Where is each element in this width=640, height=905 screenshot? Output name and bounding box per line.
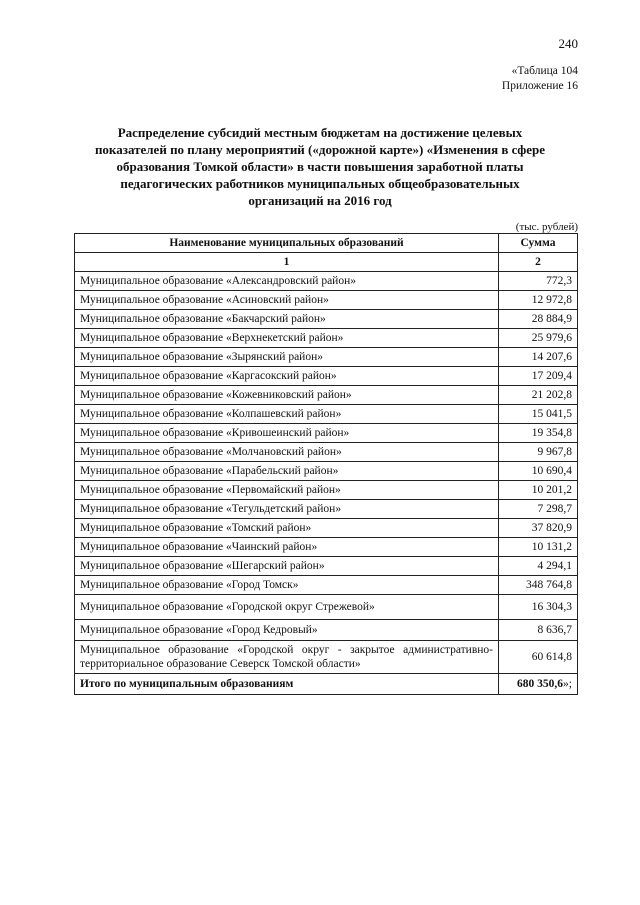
table-row — [75, 576, 578, 595]
table-row — [75, 405, 578, 424]
row-name: Муниципальное образование «Чаинский район» — [75, 538, 499, 557]
table-reference-line-2: Приложение 16 — [501, 80, 578, 92]
table-row — [75, 329, 578, 348]
row-amount: 14 207,6 — [499, 348, 578, 367]
column-number-row — [75, 253, 578, 272]
row-amount: 16 304,3 — [499, 595, 578, 620]
row-name: Муниципальное образование «Парабельский район» — [75, 462, 499, 481]
row-amount: 10 201,2 — [499, 481, 578, 500]
row-name: Муниципальное образование «Верхнекетский район» — [75, 329, 499, 348]
row-name: Муниципальное образование «Зырянский район» — [75, 348, 499, 367]
row-amount: 19 354,8 — [499, 424, 578, 443]
table-row — [75, 481, 578, 500]
row-name: Муниципальное образование «Город Кедровый» — [75, 620, 499, 641]
table-row — [75, 595, 578, 620]
table-reference — [502, 64, 578, 94]
row-amount: 28 884,9 — [499, 310, 578, 329]
row-name: Муниципальное образование «Колпашевский район» — [75, 405, 499, 424]
table-row — [75, 443, 578, 462]
units-note: (тыс. рублей) — [515, 221, 578, 233]
table-row — [75, 310, 578, 329]
header-amount: Сумма — [499, 234, 578, 253]
row-amount: 15 041,5 — [499, 405, 578, 424]
row-name: Муниципальное образование «Тегульдетский район» — [75, 500, 499, 519]
row-amount: 25 979,6 — [499, 329, 578, 348]
table-row — [75, 620, 578, 641]
row-amount: 10 690,4 — [499, 462, 578, 481]
table-row — [75, 519, 578, 538]
table-row — [75, 500, 578, 519]
table-reference-line-1: «Таблица 104 — [511, 65, 578, 77]
table-row — [75, 348, 578, 367]
row-name: Муниципальное образование «Городской округ - закрытое административно-территориальное образование Северск Томской области» — [75, 641, 499, 674]
subsidy-table — [74, 233, 578, 695]
table-row — [75, 462, 578, 481]
row-amount: 7 298,7 — [499, 500, 578, 519]
table-row — [75, 367, 578, 386]
row-name: Муниципальное образование «Александровский район» — [75, 272, 499, 291]
row-name: Муниципальное образование «Первомайский район» — [75, 481, 499, 500]
row-name: Муниципальное образование «Город Томск» — [75, 576, 499, 595]
header-row — [75, 234, 578, 253]
table-row — [75, 557, 578, 576]
table-row — [75, 291, 578, 310]
total-amount: 680 350,6 — [517, 678, 564, 690]
row-amount: 17 209,4 — [499, 367, 578, 386]
row-name: Муниципальное образование «Бакчарский район» — [75, 310, 499, 329]
row-name: Муниципальное образование «Шегарский район» — [75, 557, 499, 576]
total-row — [75, 674, 578, 695]
row-name: Муниципальное образование «Кожевниковский район» — [75, 386, 499, 405]
row-amount: 21 202,8 — [499, 386, 578, 405]
row-amount: 10 131,2 — [499, 538, 578, 557]
row-amount: 8 636,7 — [499, 620, 578, 641]
header-name: Наименование муниципальных образований — [75, 234, 499, 253]
total-amount-cell — [499, 674, 578, 695]
row-name: Муниципальное образование «Каргасокский район» — [75, 367, 499, 386]
row-name: Муниципальное образование «Молчановский район» — [75, 443, 499, 462]
row-amount: 772,3 — [499, 272, 578, 291]
row-amount: 60 614,8 — [499, 641, 578, 674]
row-name: Муниципальное образование «Асиновский район» — [75, 291, 499, 310]
row-amount: 9 967,8 — [499, 443, 578, 462]
table-row — [75, 424, 578, 443]
row-name: Муниципальное образование «Городской округ Стрежевой» — [75, 595, 499, 620]
table-row — [75, 386, 578, 405]
total-suffix: »; — [563, 678, 572, 690]
table-row — [75, 272, 578, 291]
table-row — [75, 641, 578, 674]
row-name: Муниципальное образование «Томский район» — [75, 519, 499, 538]
column-number-2: 2 — [499, 253, 578, 272]
row-amount: 37 820,9 — [499, 519, 578, 538]
document-title: Распределение субсидий местным бюджетам на достижение целевых показателей по плану мероприятий («дорожной карте») «Изменения в сфере образования Томкой области» в части повышения заработной платы педагогических работников муниципальных общеобразовательных организаций на 2016 год — [94, 125, 546, 208]
row-amount: 348 764,8 — [499, 576, 578, 595]
page-number: 240 — [558, 36, 578, 51]
table-row — [75, 538, 578, 557]
row-amount: 4 294,1 — [499, 557, 578, 576]
column-number-1: 1 — [75, 253, 499, 272]
row-amount: 12 972,8 — [499, 291, 578, 310]
row-name: Муниципальное образование «Кривошеинский район» — [75, 424, 499, 443]
total-label: Итого по муниципальным образованиям — [75, 674, 499, 695]
